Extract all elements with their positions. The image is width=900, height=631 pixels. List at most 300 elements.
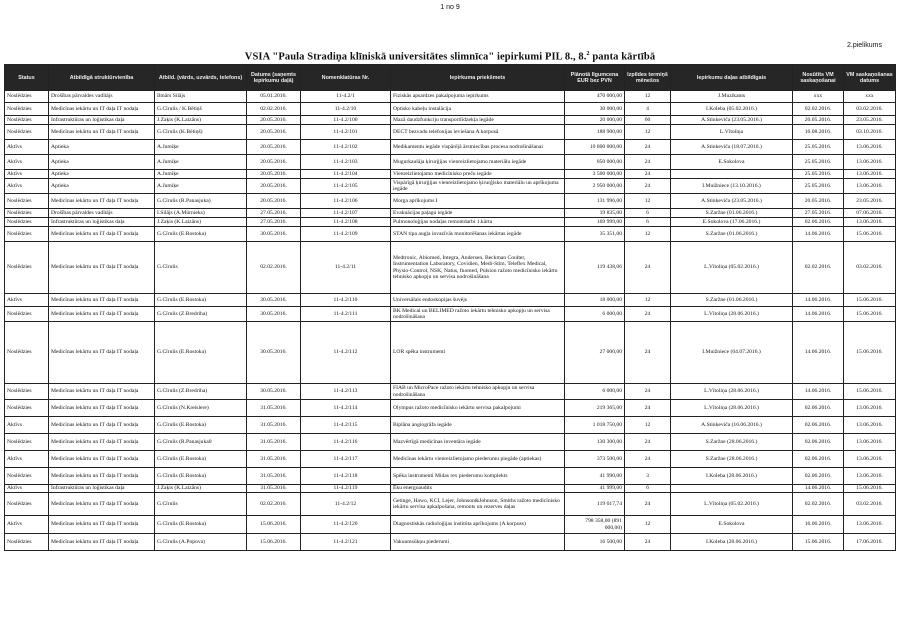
row-officer — [671, 485, 793, 493]
row-price: 373 500,00 — [565, 451, 625, 468]
row-nomenclature: 11-4.2/109 — [301, 227, 391, 242]
row-sent: 25.05.2016. — [793, 155, 844, 170]
row-status: Aktīvs — [5, 294, 49, 307]
row-price: 850 000,00 — [565, 155, 625, 170]
page-number: 1 no 9 — [440, 4, 460, 11]
row-officer: E.Sokolova — [671, 155, 793, 170]
row-approved: 13.06.2016. — [844, 170, 896, 179]
row-date: 20.05.2016. — [247, 194, 301, 209]
row-status: Aktīvs — [5, 170, 49, 179]
table-row — [5, 194, 896, 209]
row-date: 30.05.2016. — [247, 322, 301, 384]
row-responsible: J.Zaķis (K.Laizāns) — [155, 485, 247, 493]
row-subject: Optisko kabeļu instalācija — [391, 103, 565, 116]
row-nomenclature: 11-4.2/116 — [301, 434, 391, 451]
row-responsible: G.Cīrulis (A.Popova) — [155, 534, 247, 551]
row-unit: Drošības pārvaldes vadītājs — [49, 91, 155, 103]
title-end: panta kārtībā — [592, 51, 656, 63]
row-unit: Medicīnas iekārtu un IT daļa IT nodaļa — [49, 451, 155, 468]
row-approved: 03.10.2016. — [844, 125, 896, 140]
row-responsible: A.Jumiķe — [155, 140, 247, 155]
row-responsible: J.Zaķis (K.Laizāns) — [155, 116, 247, 125]
row-sent: 02.06.2016. — [793, 417, 844, 434]
row-subject: Mazā daudzfunkciju transportlīdzekļa iegāde — [391, 116, 565, 125]
row-status: Noslēdzies — [5, 194, 49, 209]
row-responsible: G.Cīrulis (R.Panasjuka) — [155, 194, 247, 209]
table-row — [5, 322, 896, 384]
row-status: Aktīvs — [5, 516, 49, 534]
row-price: 6 000,00 — [565, 307, 625, 322]
row-sent: 25.05.2016. — [793, 170, 844, 179]
row-term: 24 — [625, 400, 671, 417]
row-date: 31.05.2016. — [247, 451, 301, 468]
header-approved: VM saskaņošanas datums — [844, 65, 896, 91]
row-sent: 25.05.2016. — [793, 179, 844, 194]
row-unit: Medicīnas iekārtu un IT daļa IT nodaļa — [49, 125, 155, 140]
annex-label: 2.pielikums — [846, 42, 882, 49]
row-nomenclature: 11-4.2/119 — [301, 485, 391, 493]
row-sent: 14.06.2016. — [793, 307, 844, 322]
row-subject: Ēku energoaudits — [391, 485, 565, 493]
table-row — [5, 307, 896, 322]
row-approved: 03.02.2016. — [844, 103, 896, 116]
row-nomenclature: 11-4.2/121 — [301, 534, 391, 551]
header-price: Plānotā līgumcena EUR bez PVN — [565, 65, 625, 91]
row-date: 20.05.2016. — [247, 170, 301, 179]
row-price: 41 999,00 — [565, 485, 625, 493]
row-responsible: G.Cīrulis (R.Panasjuka0 — [155, 434, 247, 451]
row-officer — [671, 170, 793, 179]
row-price: 169 999,00 — [565, 218, 625, 227]
row-status: Aktīvs — [5, 155, 49, 170]
row-officer: L.Vītoliņa (28.06.2016.) — [671, 307, 793, 322]
row-responsible: G.Cīrulis (N.Kreislere) — [155, 400, 247, 417]
header-nomenclature: Nomenklatūras Nr. — [301, 65, 391, 91]
row-approved: 13.06.2016. — [844, 140, 896, 155]
header-subject: Iepirkuma priekšmets — [391, 65, 565, 91]
table-header-row — [5, 65, 896, 91]
row-subject: Vakuumsūkņu piederumi — [391, 534, 565, 551]
row-sent: 02.06.2016. — [793, 451, 844, 468]
row-officer: J.Muzikants — [671, 91, 793, 103]
row-term: 3 — [625, 468, 671, 485]
row-term: 24 — [625, 451, 671, 468]
row-officer: S.Zaržne (01.06.2016.) — [671, 227, 793, 242]
row-officer: I.Muižniece (04.07.2016.) — [671, 322, 793, 384]
row-term: 12 — [625, 294, 671, 307]
row-nomenclature: 11-4.2/104 — [301, 170, 391, 179]
row-unit: Aptieka — [49, 155, 155, 170]
row-officer: E.Sokolova (17.06.2016.) — [671, 218, 793, 227]
row-price: 41 990,00 — [565, 468, 625, 485]
row-approved: 17.06.2016. — [844, 534, 896, 551]
row-subject: Getinge, Hawo, KCI, Lejer, Johnson&Johnson, Smiths ražoto medicīnisko iekārtu servisa apkalpošana, remonts un rezerves daļas — [391, 493, 565, 516]
row-term: 6 — [625, 485, 671, 493]
row-approved: 13.06.2016. — [844, 218, 896, 227]
row-nomenclature: 11-4.2/101 — [301, 125, 391, 140]
row-responsible: G.Cīrulis (K.Bētiņš) — [155, 125, 247, 140]
row-unit: Medicīnas iekārtu un IT daļa IT nodaļa — [49, 294, 155, 307]
row-date: 05.01.2016. — [247, 91, 301, 103]
table-row — [5, 242, 896, 294]
row-status: Aktīvs — [5, 485, 49, 493]
row-responsible: J.Zaķis (K.Laizāns) — [155, 218, 247, 227]
row-term: 24 — [625, 155, 671, 170]
row-subject: DECT bezvadu telefonijas ieviešana A korpusā — [391, 125, 565, 140]
row-sent: 02.06.2016. — [793, 400, 844, 417]
row-term: 12 — [625, 516, 671, 534]
row-date: 15.06.2016. — [247, 516, 301, 534]
row-status: Noslēdzies — [5, 384, 49, 400]
table-row — [5, 384, 896, 400]
row-responsible: G.Cīrulis — [155, 493, 247, 516]
header-unit: Atbildīgā struktūrvienība — [49, 65, 155, 91]
row-responsible: G.Cīrulis (E.Rostoka) — [155, 294, 247, 307]
row-status: Noslēdzies — [5, 534, 49, 551]
row-approved: 13.06.2016. — [844, 179, 896, 194]
row-nomenclature: 11-4.2/103 — [301, 155, 391, 170]
row-subject: STAN tipa augļa invazīvās monitorēšanas iekārtas iegāde — [391, 227, 565, 242]
row-responsible: G.Cīrulis (E.Rostoka) — [155, 468, 247, 485]
row-status: Noslēdzies — [5, 307, 49, 322]
row-officer: L.Vītoliņa (05.02.2016.) — [671, 493, 793, 516]
row-unit: Medicīnas iekārtu un IT daļa IT nodaļa — [49, 307, 155, 322]
row-price: 19 835,00 — [565, 209, 625, 218]
row-unit: Infrastruktūras un loģistikas daļa — [49, 218, 155, 227]
row-term: 6 — [625, 209, 671, 218]
row-responsible: G.Cīrulis (Z.Bredriha) — [155, 307, 247, 322]
row-unit: Medicīnas iekārtu un IT daļa IT nodaļa — [49, 493, 155, 516]
row-sent: 16.06.2016. — [793, 516, 844, 534]
row-officer: A.Stinkeviča (16.06.2016.) — [671, 417, 793, 434]
row-status: Noslēdzies — [5, 400, 49, 417]
row-price: 1 018 750,00 — [565, 417, 625, 434]
row-officer: I.Koleba (28.06.2016.) — [671, 468, 793, 485]
row-responsible: G.Cīrulis (E.Rostoka) — [155, 322, 247, 384]
row-term: 24 — [625, 384, 671, 400]
row-price: 119 438,06 — [565, 242, 625, 294]
row-term: 24 — [625, 170, 671, 179]
row-date: 31.05.2016. — [247, 485, 301, 493]
row-term: 6 — [625, 218, 671, 227]
table-row — [5, 140, 896, 155]
row-approved: 15.06.2016. — [844, 485, 896, 493]
table-row — [5, 468, 896, 485]
row-status: Aktīvs — [5, 451, 49, 468]
table-row — [5, 179, 896, 194]
row-nomenclature: 11-4.2/111 — [301, 307, 391, 322]
row-subject: Medtronic, Abiomed, Integra, Andersen, Beckman Coulter, Instrumentation Laboratory, Covidien, Medi-Stim, Teleflex Medical, Physio-Control, NSK, Natus, fnomed, Pulsion ražoto medicīnisko iekārtu tehnisko apkopju un servisa nodrošināšana — [391, 242, 565, 294]
row-responsible: G.Cīrulis (E.Rostoka) — [155, 516, 247, 534]
row-nomenclature: 11-4.2/105 — [301, 179, 391, 194]
row-responsible: Ilmārs Silājs — [155, 91, 247, 103]
row-approved: xxx — [844, 91, 896, 103]
row-subject: LOR spēka instrumenti — [391, 322, 565, 384]
row-term: 12 — [625, 227, 671, 242]
row-unit: Medicīnas iekārtu un IT daļa IT nodaļa — [49, 468, 155, 485]
row-sent: 02.02.2016. — [793, 493, 844, 516]
row-responsible: G.Cīrulis (E.Rostoka) — [155, 451, 247, 468]
row-date: 20.05.2016. — [247, 116, 301, 125]
row-subject: BK Medical un BELIMED ražoto iekārtu tehnisko apkopju un servisa nodrošināšana — [391, 307, 565, 322]
row-status: Noslēdzies — [5, 322, 49, 384]
row-status: Noslēdzies — [5, 227, 49, 242]
row-price: 798 358,00 (891 000,00) — [565, 516, 625, 534]
row-unit: Medicīnas iekārtu un IT daļa IT nodaļa — [49, 516, 155, 534]
row-status: Noslēdzies — [5, 242, 49, 294]
row-price: 131 996,00 — [565, 194, 625, 209]
row-status: Noslēdzies — [5, 218, 49, 227]
row-price: 188 900,00 — [565, 125, 625, 140]
row-sent: 02.06.2016. — [793, 468, 844, 485]
row-approved: 13.06.2016. — [844, 468, 896, 485]
row-responsible: G.Cīrulis (E.Rostoka) — [155, 417, 247, 434]
row-subject: Mugurkaulāja ķirurģijas vienreizlietojamo materiālu iegāde — [391, 155, 565, 170]
row-approved: 23.05.2016. — [844, 116, 896, 125]
table-row — [5, 451, 896, 468]
row-date: 02.02.2016. — [247, 103, 301, 116]
row-date: 02.02.2016. — [247, 242, 301, 294]
row-unit: Medicīnas iekārtu un IT daļa IT nodaļa — [49, 417, 155, 434]
row-status: Aktīvs — [5, 179, 49, 194]
row-approved: 23.05.2016. — [844, 194, 896, 209]
row-nomenclature: 11-4.2/11 — [301, 242, 391, 294]
row-sent: 27.05.2016. — [793, 209, 844, 218]
table-row — [5, 400, 896, 417]
row-approved: 15.06.2016. — [844, 294, 896, 307]
row-nomenclature: 11-4.2/118 — [301, 468, 391, 485]
row-price: 30 000,00 — [565, 103, 625, 116]
row-term: 12 — [625, 194, 671, 209]
row-responsible: A.Jumiķe — [155, 179, 247, 194]
row-approved: 15.06.2016. — [844, 322, 896, 384]
row-price: 2 950 000,00 — [565, 179, 625, 194]
row-sent: 02.06.2016. — [793, 434, 844, 451]
row-officer: S.Zaržne (01.06.2016.) — [671, 294, 793, 307]
row-approved: 13.06.2016. — [844, 434, 896, 451]
row-sent: 02.06.2016. — [793, 218, 844, 227]
row-officer: I.Muižniece (13.10.2016.) — [671, 179, 793, 194]
row-term: 60 — [625, 116, 671, 125]
row-unit: Medicīnas iekārtu un IT daļa IT nodaļa — [49, 534, 155, 551]
row-status: Noslēdzies — [5, 125, 49, 140]
row-nomenclature: 11-4.2/120 — [301, 516, 391, 534]
row-nomenclature: 11-4.2/1 — [301, 91, 391, 103]
row-unit: Infrastruktūras un loģistikas daļa — [49, 485, 155, 493]
row-subject: Vispārīgā ķirurģijas vienreizlietojamo ķirurģisko materiālu un aprīkojuma iegāde — [391, 179, 565, 194]
row-date: 30.05.2016. — [247, 307, 301, 322]
row-sent: 14.06.2016. — [793, 227, 844, 242]
row-date: 31.05.2016. — [247, 468, 301, 485]
row-price: 16 500,00 — [565, 534, 625, 551]
row-approved: 07.06.2016. — [844, 209, 896, 218]
header-date: Datums (saņemts Iepirkumu daļā) — [247, 65, 301, 91]
row-officer: S.Zaržne (01.06.2016.) — [671, 209, 793, 218]
row-subject: Medicīnas iekārtu vienreizlietojamo piederumu piegāde (aptiekas) — [391, 451, 565, 468]
row-officer: A.Stinkeviča (23.05.2016.) — [671, 194, 793, 209]
row-nomenclature: 11-4.2/10 — [301, 103, 391, 116]
table-row — [5, 218, 896, 227]
row-date: 20.05.2016. — [247, 155, 301, 170]
row-officer: S.Zaržne (28.06.2016.) — [671, 451, 793, 468]
row-date: 20.05.2016. — [247, 125, 301, 140]
row-status: Noslēdzies — [5, 434, 49, 451]
row-nomenclature: 11-4.2/12 — [301, 493, 391, 516]
row-date: 20.05.2016. — [247, 179, 301, 194]
row-term: 24 — [625, 242, 671, 294]
row-officer: L.Vītoliņa (28.06.2016.) — [671, 384, 793, 400]
row-subject: Olympus ražoto medicīnisko iekārtu servisa pakalpojumi — [391, 400, 565, 417]
row-term: 12 — [625, 125, 671, 140]
row-officer: A.Stinkeviča (18.07.2016.) — [671, 140, 793, 155]
row-nomenclature: 11-4.2/100 — [301, 116, 391, 125]
row-status: Noslēdzies — [5, 493, 49, 516]
row-nomenclature: 11-4.2/108 — [301, 218, 391, 227]
row-term: 24 — [625, 534, 671, 551]
row-date: 31.05.2016. — [247, 417, 301, 434]
row-date: 15.06.2016. — [247, 534, 301, 551]
row-subject: Pulmonoloģijas nodaļas remontdarbi 1.kārta — [391, 218, 565, 227]
row-unit: Medicīnas iekārtu un IT daļa IT nodaļa — [49, 400, 155, 417]
row-price: 219 365,00 — [565, 400, 625, 417]
row-subject: Fiziskās apsardzes pakalpojuma iepirkums — [391, 91, 565, 103]
row-subject: Diagnostiskās radioloģijas institūta aprīkojums (A korpuss) — [391, 516, 565, 534]
row-status: Aktīvs — [5, 417, 49, 434]
row-subject: Universālais endoskopijas šuvējs — [391, 294, 565, 307]
row-subject: FIAB un MicroPace ražoto iekārtu tehnisko apkopju un servisa nodrošināšana — [391, 384, 565, 400]
row-date: 20.05.2016. — [247, 140, 301, 155]
row-price: 20 000,00 — [565, 116, 625, 125]
title-superscript: 2 — [586, 51, 590, 57]
row-unit: Medicīnas iekārtu un IT daļa IT nodaļa — [49, 103, 155, 116]
row-responsible: A.Jumiķe — [155, 155, 247, 170]
row-term: 24 — [625, 140, 671, 155]
table-row — [5, 103, 896, 116]
row-status: Noslēdzies — [5, 468, 49, 485]
table-row — [5, 116, 896, 125]
row-subject: Spēka instrumenti Midas rex piederumu komplekts — [391, 468, 565, 485]
row-price: 3 500 000,00 — [565, 170, 625, 179]
row-approved: 15.06.2016. — [844, 227, 896, 242]
row-price: 18 000,00 — [565, 294, 625, 307]
row-officer: I.Koleba (28.06.2016.) — [671, 534, 793, 551]
row-price: 35 351,00 — [565, 227, 625, 242]
row-officer: E.Sokolova — [671, 516, 793, 534]
row-sent: 14.06.2016. — [793, 294, 844, 307]
row-term: 24 — [625, 434, 671, 451]
row-unit: Medicīnas iekārtu un IT daļa IT nodaļa — [49, 227, 155, 242]
row-approved: 13.06.2016. — [844, 451, 896, 468]
row-officer: I.Koleba (05.02.2016.) — [671, 103, 793, 116]
row-unit: Aptieka — [49, 140, 155, 155]
row-unit: Drošības pārvaldes vadītājs — [49, 209, 155, 218]
row-sent: 15.06.2016. — [793, 534, 844, 551]
row-sent: 02.02.2016. — [793, 103, 844, 116]
header-responsible: Atbild. (vārds, uzvārds, telefons) — [155, 65, 247, 91]
table-row — [5, 417, 896, 434]
row-term: 12 — [625, 91, 671, 103]
row-nomenclature: 11-4.2/102 — [301, 140, 391, 155]
row-officer: L.Vītoliņa (28.06.2016.) — [671, 400, 793, 417]
row-status: Noslēdzies — [5, 91, 49, 103]
table-row — [5, 493, 896, 516]
row-officer: L.Vītoliņa (05.02.2016.) — [671, 242, 793, 294]
row-price: 10 800 000,00 — [565, 140, 625, 155]
row-officer: S.Zaržne (28.06.2016.) — [671, 434, 793, 451]
row-price: 470 000,00 — [565, 91, 625, 103]
row-price: 6 000,00 — [565, 384, 625, 400]
row-subject: Vienreizlietojamo medicīnisko preču iegāde — [391, 170, 565, 179]
row-status: Noslēdzies — [5, 103, 49, 116]
header-status: Status — [5, 65, 49, 91]
row-sent: 14.06.2016. — [793, 485, 844, 493]
row-date: 27.05.2016. — [247, 209, 301, 218]
row-responsible: G.Cīrulis / K.Bētiņš — [155, 103, 247, 116]
table-row — [5, 516, 896, 534]
row-nomenclature: 11-4.2/115 — [301, 417, 391, 434]
row-responsible: I.Silājs (A.Mūrnieks) — [155, 209, 247, 218]
header-sent: Nosūtīts VM saskaņošanai — [793, 65, 844, 91]
row-sent: 14.06.2016. — [793, 384, 844, 400]
row-officer: A.Stinkeviča (23.05.2016.) — [671, 116, 793, 125]
row-subject: Morga aprīkojums I — [391, 194, 565, 209]
row-nomenclature: 11-4.2/106 — [301, 194, 391, 209]
title-main: VSIA "Paula Stradiņa klīniskā universitātes slimnīca" iepirkumi PIL 8., 8. — [244, 51, 587, 63]
row-nomenclature: 11-4.2/113 — [301, 384, 391, 400]
row-term: 12 — [625, 417, 671, 434]
row-date: 30.05.2016. — [247, 294, 301, 307]
row-date: 30.05.2016. — [247, 384, 301, 400]
row-unit: Medicīnas iekārtu un IT daļa IT nodaļa — [49, 434, 155, 451]
table-row — [5, 125, 896, 140]
row-term: 24 — [625, 493, 671, 516]
row-unit: Infrastruktūras un loģistikas daļa — [49, 116, 155, 125]
row-date: 02.02.2016. — [247, 493, 301, 516]
table-row — [5, 170, 896, 179]
row-sent: xxx — [793, 91, 844, 103]
row-sent: 14.06.2016. — [793, 322, 844, 384]
row-approved: 13.06.2016. — [844, 400, 896, 417]
table-row — [5, 294, 896, 307]
row-unit: Medicīnas iekārtu un IT daļa IT nodaļa — [49, 194, 155, 209]
row-subject: Medikamentu iegāde vispārējā ārstniecības procesa nodrošināšanai — [391, 140, 565, 155]
row-status: Aktīvs — [5, 140, 49, 155]
row-officer: L.Vītoliņa — [671, 125, 793, 140]
row-nomenclature: 11-4.2/112 — [301, 322, 391, 384]
row-nomenclature: 11-4.2/117 — [301, 451, 391, 468]
row-responsible: G.Cīrulis (Z.Bredriha) — [155, 384, 247, 400]
row-price: 130 300,00 — [565, 434, 625, 451]
row-approved: 03.02.2016. — [844, 493, 896, 516]
row-unit: Medicīnas iekārtu un IT daļa IT nodaļa — [49, 384, 155, 400]
row-date: 30.05.2016. — [247, 227, 301, 242]
row-status: Noslēdzies — [5, 116, 49, 125]
row-term: 24 — [625, 307, 671, 322]
procurement-table — [4, 64, 896, 551]
table-row — [5, 434, 896, 451]
row-approved: 13.06.2016. — [844, 417, 896, 434]
row-approved: 15.06.2016. — [844, 384, 896, 400]
table-row — [5, 227, 896, 242]
header-term: Izpildes termiņš mēnešos — [625, 65, 671, 91]
row-sent: 20.05.2016. — [793, 116, 844, 125]
header-officer: Iepirkumu daļas atbildīgais — [671, 65, 793, 91]
table-row — [5, 534, 896, 551]
row-term: 4 — [625, 103, 671, 116]
row-status: Noslēdzies — [5, 209, 49, 218]
row-approved: 03.02.2016. — [844, 242, 896, 294]
row-date: 31.05.2016. — [247, 434, 301, 451]
